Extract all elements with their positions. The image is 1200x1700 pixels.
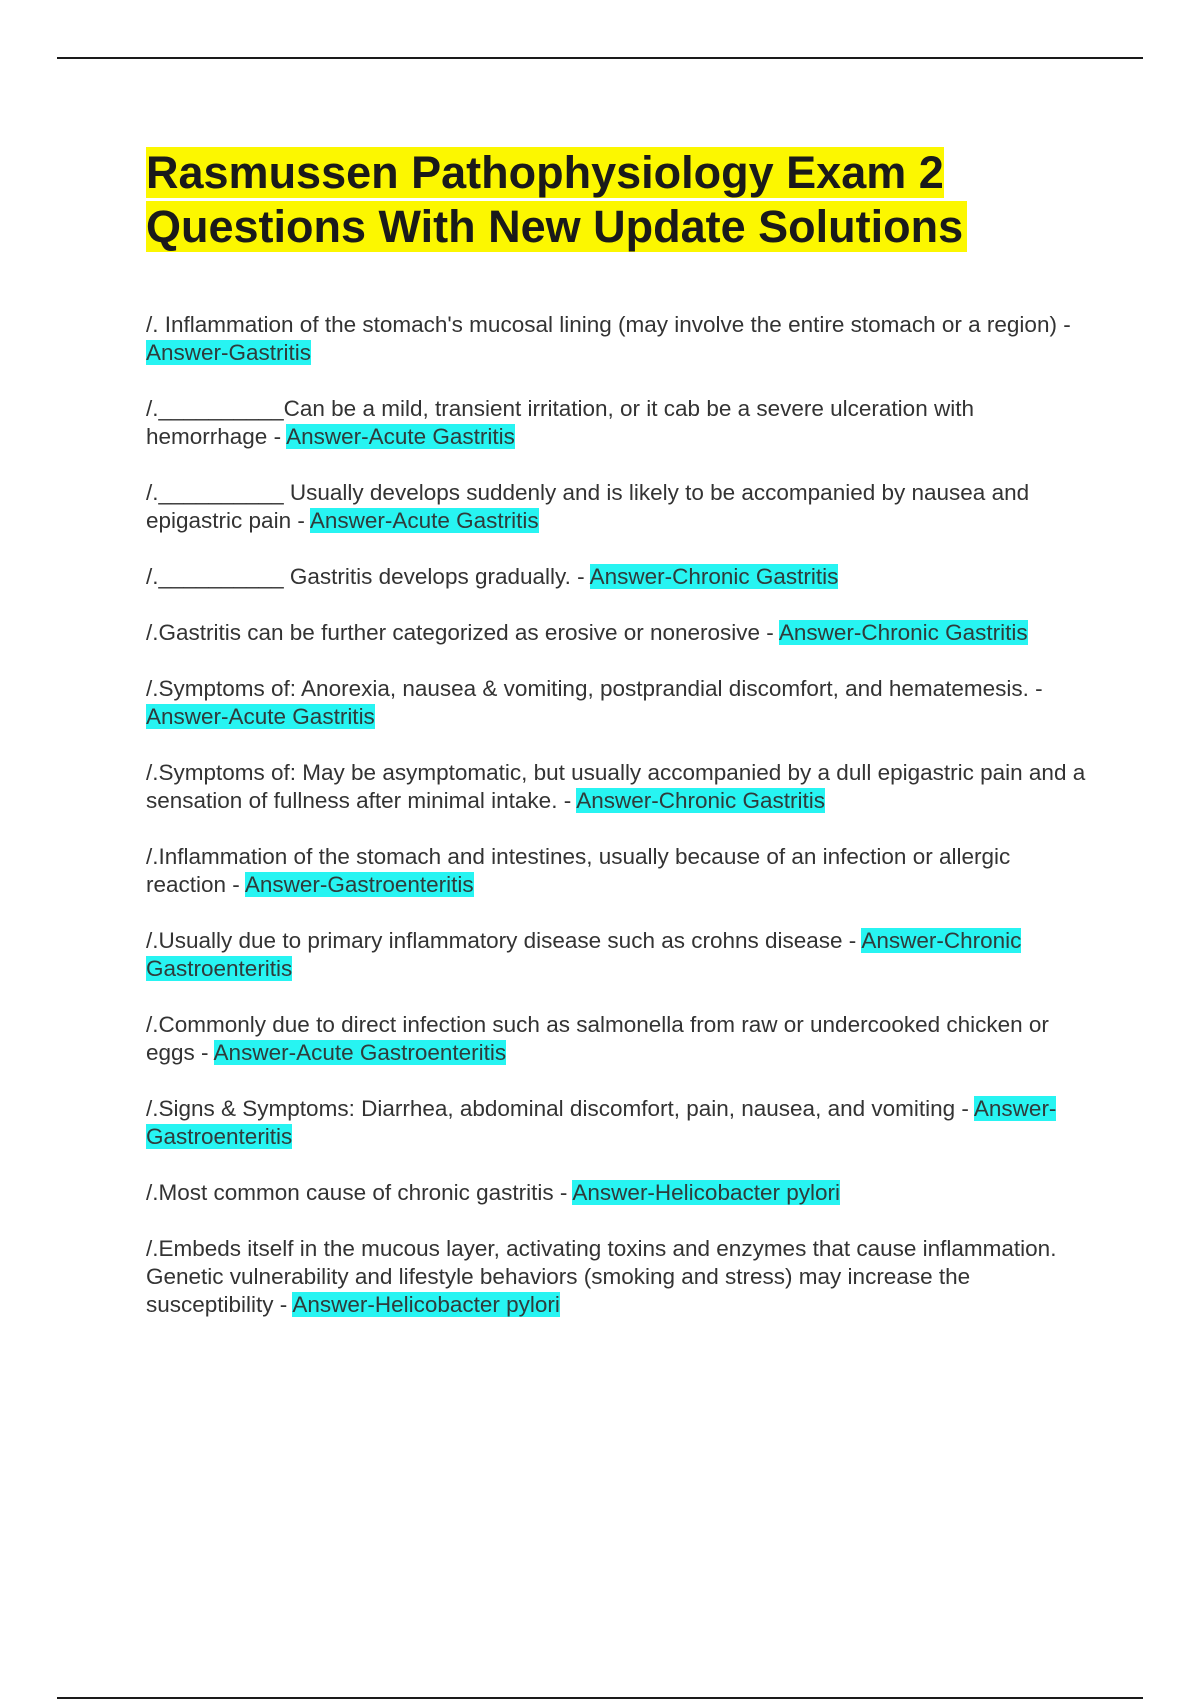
question-text: /. Inflammation of the stomach's mucosal lining (may involve the entire stomach or a region) - xyxy=(146,312,1071,337)
answer-highlight: Answer-Helicobacter pylori xyxy=(292,1292,560,1317)
answer-highlight: Answer-Gastroenteritis xyxy=(146,1096,1057,1149)
title-highlight: Rasmussen Pathophysiology Exam 2 Questions With New Update Solutions xyxy=(146,147,967,252)
question-text: /.__________ Gastritis develops gradually. - xyxy=(146,564,590,589)
question-text: /.Symptoms of: Anorexia, nausea & vomiting, postprandial discomfort, and hematemesis. - xyxy=(146,676,1043,701)
qa-item xyxy=(146,619,1096,647)
question-text: /.Commonly due to direct infection such as salmonella from raw or undercooked chicken or eggs - xyxy=(146,1012,1049,1065)
answer-highlight: Answer-Acute Gastroenteritis xyxy=(213,1040,507,1065)
document-title xyxy=(146,146,1096,254)
answer-highlight: Answer-Helicobacter pylori xyxy=(572,1180,841,1205)
qa-item xyxy=(146,479,1096,535)
question-text: /.Signs & Symptoms: Diarrhea, abdominal discomfort, pain, nausea, and vomiting - xyxy=(146,1096,974,1121)
question-text: /.Embeds itself in the mucous layer, activating toxins and enzymes that cause inflammation. Genetic vulnerability and lifestyle behaviors (smoking and stress) may increase the susceptibility - xyxy=(146,1236,1057,1317)
qa-item xyxy=(146,1235,1096,1319)
answer-highlight: Answer-Gastroenteritis xyxy=(244,872,474,897)
answer-highlight: Answer-Gastritis xyxy=(146,340,312,365)
bottom-rule xyxy=(57,1697,1143,1699)
answer-highlight: Answer-Chronic Gastritis xyxy=(576,788,826,813)
qa-item xyxy=(146,1095,1096,1151)
answer-highlight: Answer-Chronic Gastritis xyxy=(589,564,839,589)
question-text: /.__________ Usually develops suddenly and is likely to be accompanied by nausea and epigastric pain - xyxy=(146,480,1030,533)
qa-item xyxy=(146,1011,1096,1067)
qa-item xyxy=(146,1179,1096,1207)
qa-item xyxy=(146,395,1096,451)
answer-highlight: Answer-Acute Gastritis xyxy=(309,508,539,533)
answer-highlight: Answer-Chronic Gastroenteritis xyxy=(146,928,1022,981)
question-text: /.__________Can be a mild, transient irritation, or it cab be a severe ulceration with hemorrhage - xyxy=(146,396,974,449)
question-text: /.Usually due to primary inflammatory disease such as crohns disease - xyxy=(146,928,862,953)
qa-list xyxy=(146,311,1096,1319)
question-text: /.Symptoms of: May be asymptomatic, but usually accompanied by a dull epigastric pain and a sensation of fullness after minimal intake. - xyxy=(146,760,1086,813)
document-page xyxy=(146,146,1096,1347)
qa-item xyxy=(146,675,1096,731)
qa-item xyxy=(146,563,1096,591)
question-text: /.Most common cause of chronic gastritis - xyxy=(146,1180,573,1205)
question-text: /.Inflammation of the stomach and intestines, usually because of an infection or allergic reaction - xyxy=(146,844,1011,897)
qa-item xyxy=(146,927,1096,983)
answer-highlight: Answer-Acute Gastritis xyxy=(146,704,375,729)
top-rule xyxy=(57,57,1143,59)
qa-item xyxy=(146,759,1096,815)
question-text: /.Gastritis can be further categorized as erosive or nonerosive - xyxy=(146,620,779,645)
answer-highlight: Answer-Chronic Gastritis xyxy=(778,620,1028,645)
qa-item xyxy=(146,843,1096,899)
answer-highlight: Answer-Acute Gastritis xyxy=(286,424,515,449)
qa-item xyxy=(146,311,1096,367)
